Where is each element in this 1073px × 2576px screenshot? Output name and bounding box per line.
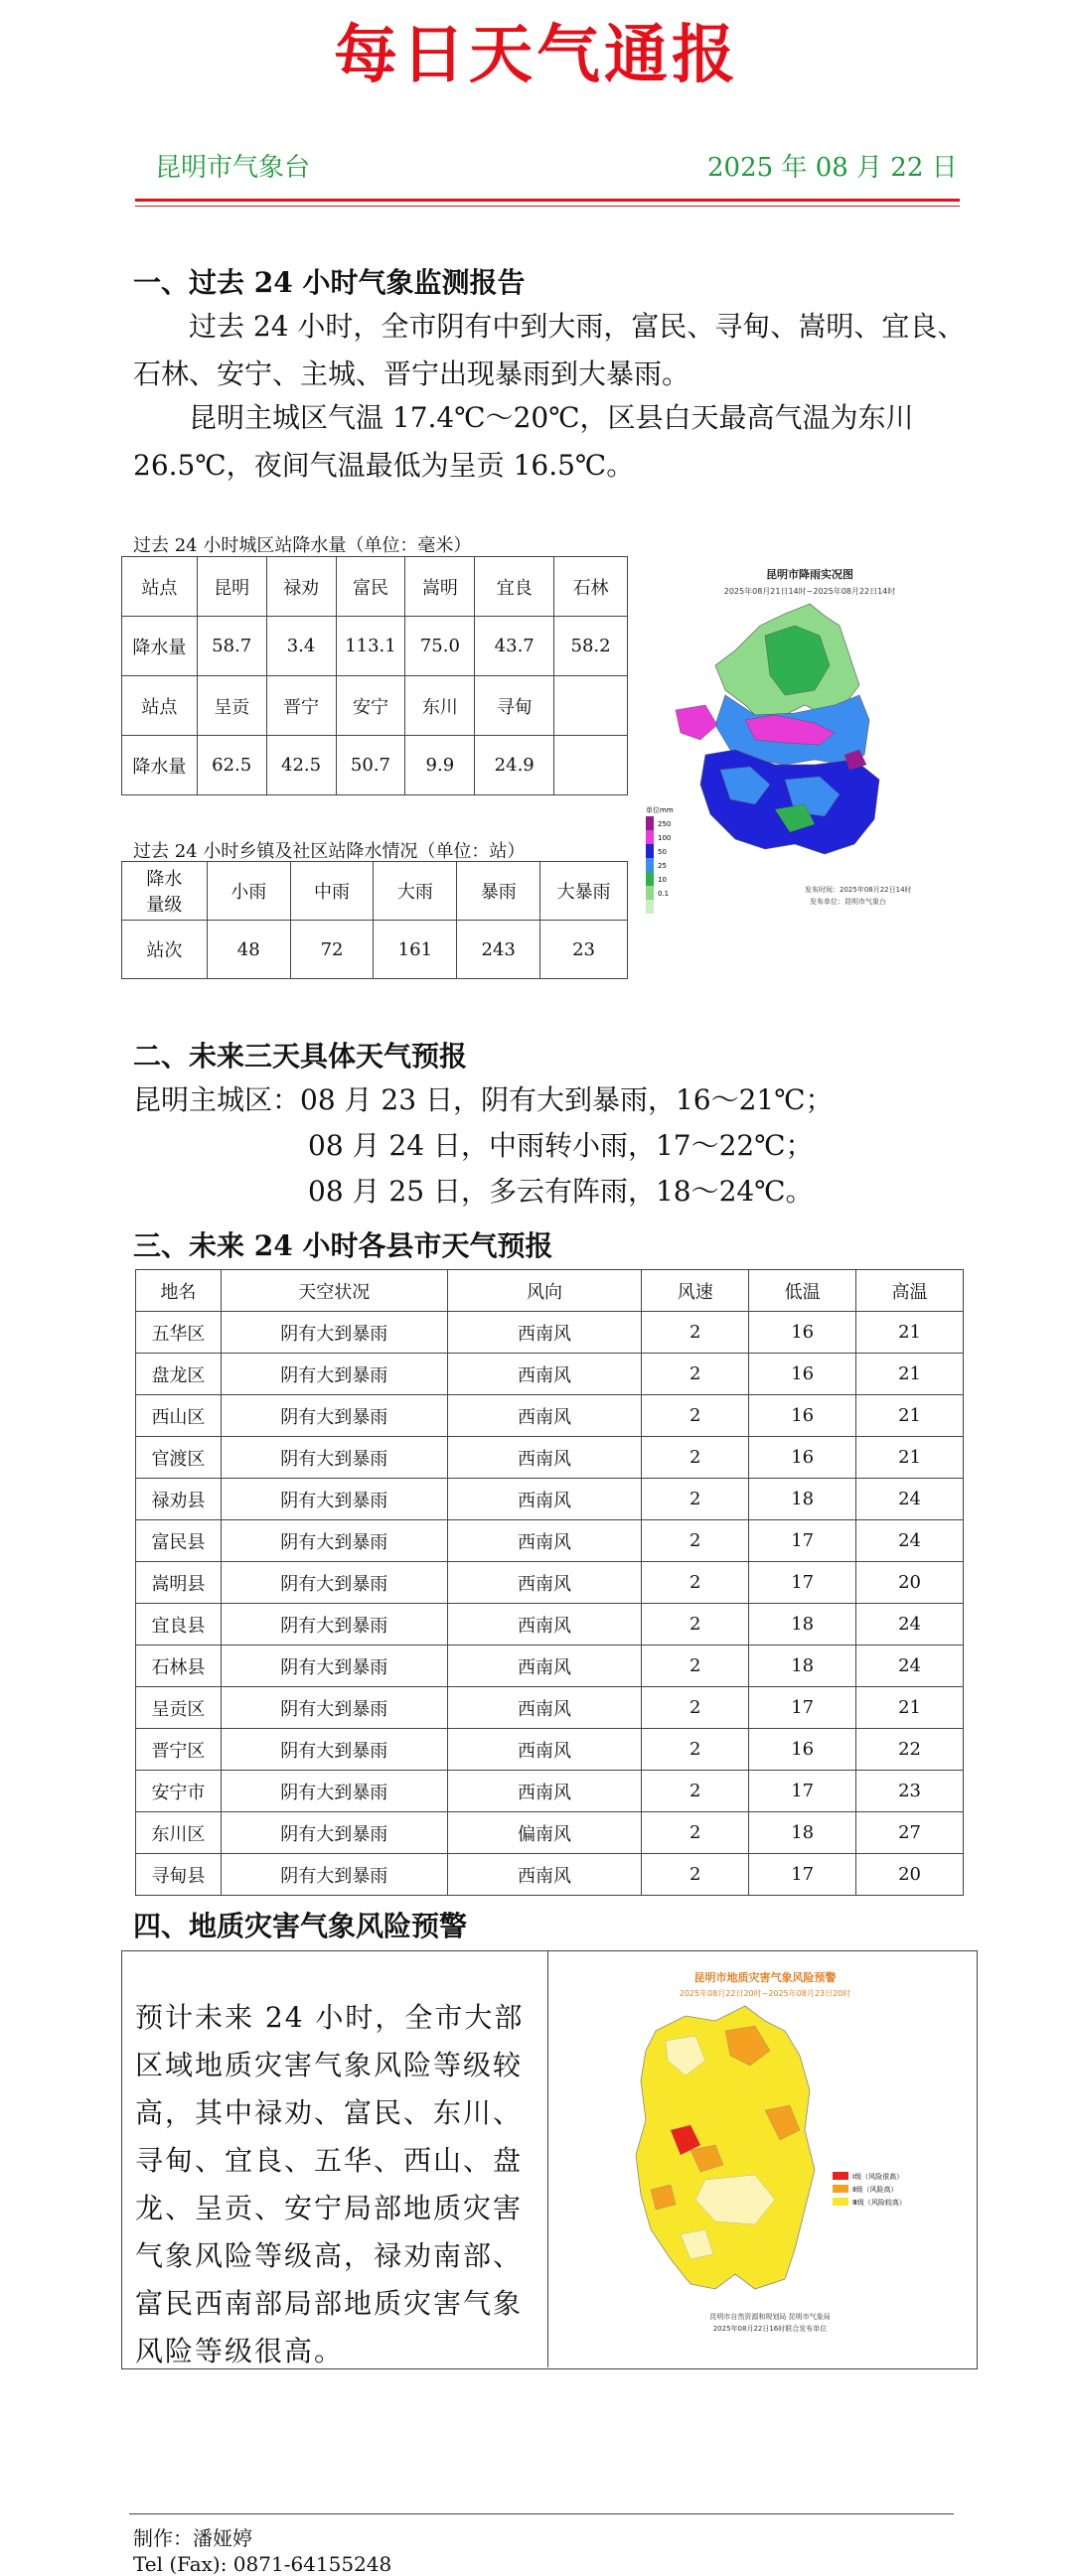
table-cell: 宜良县 (136, 1604, 222, 1646)
table-cell: 寻甸 (475, 676, 554, 736)
table-cell: 21 (856, 1437, 964, 1479)
table-cell: 72 (290, 921, 374, 979)
forecast-line-1: 昆明主城区：08 月 23 日，阴有大到暴雨，16～21℃； (133, 1083, 834, 1116)
table-cell: 16 (749, 1437, 856, 1479)
rain-legend-swatch (646, 830, 654, 844)
table-cell: 阴有大到暴雨 (221, 1854, 447, 1896)
rain-map-issue-time: 发布时间：2025年08月22日14时 (805, 886, 912, 894)
table-row (136, 1437, 964, 1479)
rain-map-regions (676, 604, 879, 854)
table-cell: 西山区 (136, 1395, 222, 1437)
table-cell: 2 (642, 1687, 749, 1729)
table-cell: 暴雨 (457, 862, 540, 921)
table-cell: 宜良 (475, 557, 554, 617)
rain-legend-swatch (646, 858, 654, 872)
table-cell: 官渡区 (136, 1437, 222, 1479)
table-cell: 2 (642, 1437, 749, 1479)
footer-tel: Tel (Fax): 0871-64155248 (133, 2552, 392, 2576)
table-cell: 24.9 (475, 736, 554, 795)
geo-legend-swatch (833, 2198, 848, 2206)
table-cell: 2 (642, 1520, 749, 1562)
table-cell: 阴有大到暴雨 (221, 1354, 447, 1395)
table-cell: 站点 (122, 676, 198, 736)
table-cell: 站点 (122, 557, 198, 617)
table-cell: 呈贡区 (136, 1687, 222, 1729)
table-cell: 中雨 (290, 862, 374, 921)
table-row (136, 1312, 964, 1354)
rain-legend-swatch (646, 886, 654, 900)
table-cell: 21 (856, 1395, 964, 1437)
table-cell: 阴有大到暴雨 (221, 1771, 447, 1812)
table-cell: 20 (856, 1854, 964, 1896)
table-cell: 降水量 (122, 736, 198, 795)
table-cell: 盘龙区 (136, 1354, 222, 1395)
rain-legend-label: 25 (658, 862, 667, 870)
table-cell: 禄劝 (266, 557, 336, 617)
table-cell: 24 (856, 1479, 964, 1520)
table-cell: 17 (749, 1687, 856, 1729)
geohazard-map-legend (833, 2172, 906, 2207)
rain-legend-swatch (646, 844, 654, 858)
table-cell: 西南风 (447, 1312, 642, 1354)
report-date: 2025 年 08 月 22 日 (707, 153, 958, 183)
table-row (136, 1354, 964, 1395)
table-cell: 23 (540, 921, 628, 979)
table-row (136, 1854, 964, 1896)
table-cell: 113.1 (336, 617, 405, 676)
table-cell: 75.0 (405, 617, 475, 676)
table-cell: 16 (749, 1354, 856, 1395)
footer-maker: 制作：潘娅婷 (133, 2526, 252, 2550)
table-row (136, 1646, 964, 1687)
table-cell: 16 (749, 1395, 856, 1437)
table-row (136, 1812, 964, 1854)
section1-heading: 一、过去 24 小时气象监测报告 (133, 266, 526, 299)
geohazard-map-issuer: 昆明市自然资源和规划局 昆明市气象局 (709, 2313, 831, 2321)
geohazard-map-issue-time: 2025年08月22日16时联合发布单位 (712, 2325, 828, 2333)
footer-divider (129, 2513, 954, 2514)
table-cell: 富民 (336, 557, 405, 617)
column-header: 低温 (749, 1270, 856, 1312)
table-cell: 2 (642, 1646, 749, 1687)
table-cell: 24 (856, 1604, 964, 1646)
table-cell: 48 (207, 921, 290, 979)
table-cell: 东川区 (136, 1812, 222, 1854)
table-cell: 27 (856, 1812, 964, 1854)
table-cell: 呈贡 (197, 676, 266, 736)
table-cell: 西南风 (447, 1395, 642, 1437)
table-cell: 阴有大到暴雨 (221, 1729, 447, 1771)
table-cell: 偏南风 (447, 1812, 642, 1854)
table-cell: 西南风 (447, 1604, 642, 1646)
geohazard-warning-text: 预计未来 24 小时，全市大部区域地质灾害气象风险等级较高，其中禄劝、富民、东川、寻甸、宜良、五华、西山、盘龙、呈贡、安宁局部地质灾害气象风险等级高，禄劝南部、富民西南部局部地质灾害气象风险等级很高。 (135, 2001, 525, 2367)
rain-legend-swatch (646, 900, 654, 914)
forecast-line-2: 08 月 24 日，中雨转小雨，17～22℃； (308, 1129, 814, 1162)
table-row (122, 557, 628, 617)
table-cell: 20 (856, 1562, 964, 1604)
table-cell: 安宁市 (136, 1771, 222, 1812)
geo-legend-label: Ⅰ级（风险很高） (852, 2173, 904, 2181)
table-cell: 西南风 (447, 1729, 642, 1771)
rain-legend-label: 50 (658, 848, 667, 856)
table-cell: 16 (749, 1312, 856, 1354)
table-cell: 3.4 (266, 617, 336, 676)
table-cell: 安宁 (336, 676, 405, 736)
table-cell: 西南风 (447, 1771, 642, 1812)
table-cell: 阴有大到暴雨 (221, 1312, 447, 1354)
table-cell: 43.7 (475, 617, 554, 676)
table-cell: 17 (749, 1562, 856, 1604)
column-header: 高温 (856, 1270, 964, 1312)
table-cell: 阴有大到暴雨 (221, 1687, 447, 1729)
table-cell: 2 (642, 1771, 749, 1812)
section1-para1-line2: 石林、安宁、主城、晋宁出现暴雨到大暴雨。 (133, 358, 690, 390)
table-row (136, 1604, 964, 1646)
table-cell: 243 (457, 921, 540, 979)
section1-para1-line1: 过去 24 小时，全市阴有中到大雨，富民、寻甸、嵩明、宜良、 (133, 310, 966, 343)
table-cell: 21 (856, 1354, 964, 1395)
rain-legend-label: 10 (658, 876, 667, 884)
county-forecast-table (135, 1269, 964, 1896)
header-divider-thin (135, 206, 960, 207)
table-cell: 58.2 (554, 617, 628, 676)
table-cell: 18 (749, 1812, 856, 1854)
issuing-organization: 昆明市气象台 (155, 153, 311, 183)
rain-legend-label: 100 (658, 834, 672, 842)
rain-map-legend (646, 805, 674, 914)
table-cell: 大暴雨 (540, 862, 628, 921)
table-cell: 2 (642, 1812, 749, 1854)
table-cell: 晋宁 (266, 676, 336, 736)
geohazard-map-regions (636, 2006, 815, 2289)
table-cell: 2 (642, 1729, 749, 1771)
rainfall-map (646, 556, 974, 943)
table-cell: 阴有大到暴雨 (221, 1812, 447, 1854)
table-row (122, 862, 628, 921)
rain-legend-swatch (646, 872, 654, 886)
table-cell: 五华区 (136, 1312, 222, 1354)
table-cell: 161 (374, 921, 457, 979)
table-cell: 17 (749, 1520, 856, 1562)
table-row (122, 617, 628, 676)
geo-legend-label: Ⅱ级（风险高） (852, 2186, 898, 2194)
geohazard-map (596, 1961, 964, 2359)
table-cell: 西南风 (447, 1520, 642, 1562)
table-cell: 18 (749, 1604, 856, 1646)
rain-map-issuer: 发布单位：昆明市气象台 (810, 898, 886, 906)
forecast-line-3: 08 月 25 日，多云有阵雨，18～24℃。 (308, 1175, 814, 1208)
table-cell: 阴有大到暴雨 (221, 1604, 447, 1646)
geo-legend-swatch (833, 2185, 848, 2193)
table-cell: 62.5 (197, 736, 266, 795)
column-header: 天空状况 (221, 1270, 447, 1312)
table-cell: 西南风 (447, 1437, 642, 1479)
table-cell: 阴有大到暴雨 (221, 1437, 447, 1479)
table-cell: 西南风 (447, 1562, 642, 1604)
table-row (122, 676, 628, 736)
table-cell: 18 (749, 1646, 856, 1687)
table-row (136, 1771, 964, 1812)
rain-map-subtitle: 2025年08月21日14时~2025年08月22日14时 (723, 587, 896, 596)
section3-heading: 三、未来 24 小时各县市天气预报 (133, 1229, 553, 1262)
table-cell: 24 (856, 1646, 964, 1687)
table-cell: 24 (856, 1520, 964, 1562)
table-row (122, 921, 628, 979)
table-cell: 西南风 (447, 1646, 642, 1687)
rain-legend-unit: 单位mm (646, 806, 674, 814)
table-cell: 2 (642, 1604, 749, 1646)
table-row (136, 1687, 964, 1729)
table-cell: 西南风 (447, 1854, 642, 1896)
table-cell: 21 (856, 1687, 964, 1729)
table-cell: 昆明 (197, 557, 266, 617)
table-cell: 23 (856, 1771, 964, 1812)
table-cell: 17 (749, 1854, 856, 1896)
table-cell: 西南风 (447, 1354, 642, 1395)
column-header: 风向 (447, 1270, 642, 1312)
section2-heading: 二、未来三天具体天气预报 (133, 1040, 468, 1073)
table-cell: 禄劝县 (136, 1479, 222, 1520)
table-cell: 2 (642, 1562, 749, 1604)
table-row (136, 1729, 964, 1771)
table-cell: 阴有大到暴雨 (221, 1395, 447, 1437)
table-cell: 2 (642, 1854, 749, 1896)
table-cell (554, 736, 628, 795)
table-cell: 42.5 (266, 736, 336, 795)
section4-heading: 四、地质灾害气象风险预警 (133, 1910, 468, 1942)
geohazard-map-title: 昆明市地质灾害气象风险预警 (693, 1971, 837, 1984)
geohazard-box-divider (547, 1950, 548, 2367)
geo-legend-swatch (833, 2172, 848, 2180)
header-divider-thick (135, 199, 960, 202)
table-cell: 2 (642, 1395, 749, 1437)
city-station-rainfall-table (121, 556, 628, 795)
table-cell: 降水 量级 (122, 862, 208, 921)
table-cell: 50.7 (336, 736, 405, 795)
table2-caption: 过去 24 小时乡镇及社区站降水情况（单位：站） (133, 841, 526, 862)
table-cell: 西南风 (447, 1687, 642, 1729)
table-cell: 嵩明县 (136, 1562, 222, 1604)
table-cell (554, 676, 628, 736)
table-cell: 东川 (405, 676, 475, 736)
table-cell: 降水量 (122, 617, 198, 676)
table-cell: 22 (856, 1729, 964, 1771)
table-cell: 18 (749, 1479, 856, 1520)
table-cell: 17 (749, 1771, 856, 1812)
table-cell: 阴有大到暴雨 (221, 1479, 447, 1520)
table-cell: 小雨 (207, 862, 290, 921)
table-row (136, 1520, 964, 1562)
table-cell: 大雨 (374, 862, 457, 921)
table-cell: 2 (642, 1479, 749, 1520)
table-cell: 嵩明 (405, 557, 475, 617)
table-cell: 2 (642, 1354, 749, 1395)
report-title: 每日天气通报 (334, 18, 739, 92)
rain-map-title: 昆明市降雨实况图 (766, 568, 853, 581)
table-cell: 晋宁区 (136, 1729, 222, 1771)
table-row (136, 1479, 964, 1520)
table-row (122, 736, 628, 795)
table-cell: 阴有大到暴雨 (221, 1562, 447, 1604)
geohazard-map-subtitle: 2025年08月22日20时~2025年08月23日20时 (679, 1989, 851, 1998)
table-cell: 阴有大到暴雨 (221, 1520, 447, 1562)
section1-para2-line1: 昆明主城区气温 17.4℃～20℃，区县白天最高气温为东川 (133, 401, 914, 434)
table1-caption: 过去 24 小时城区站降水量（单位：毫米） (133, 535, 472, 556)
column-header: 风速 (642, 1270, 749, 1312)
table-cell: 富民县 (136, 1520, 222, 1562)
table-cell: 石林 (554, 557, 628, 617)
table-cell: 9.9 (405, 736, 475, 795)
table-cell: 16 (749, 1729, 856, 1771)
township-rainfall-table (121, 861, 628, 979)
section1-para2-line2: 26.5℃，夜间气温最低为呈贡 16.5℃。 (133, 449, 635, 482)
geo-legend-label: Ⅲ级（风险较高） (852, 2199, 906, 2207)
column-header: 地名 (136, 1270, 222, 1312)
table-cell: 58.7 (197, 617, 266, 676)
table-row (136, 1562, 964, 1604)
table-cell: 21 (856, 1312, 964, 1354)
table-cell: 寻甸县 (136, 1854, 222, 1896)
rain-legend-swatch (646, 816, 654, 830)
table-cell: 站次 (122, 921, 208, 979)
table-cell: 2 (642, 1312, 749, 1354)
table-cell: 阴有大到暴雨 (221, 1646, 447, 1687)
table-row (136, 1395, 964, 1437)
table-cell: 西南风 (447, 1479, 642, 1520)
table-cell: 石林县 (136, 1646, 222, 1687)
rain-legend-label: 250 (658, 820, 672, 828)
rain-legend-label: 0.1 (658, 890, 670, 898)
